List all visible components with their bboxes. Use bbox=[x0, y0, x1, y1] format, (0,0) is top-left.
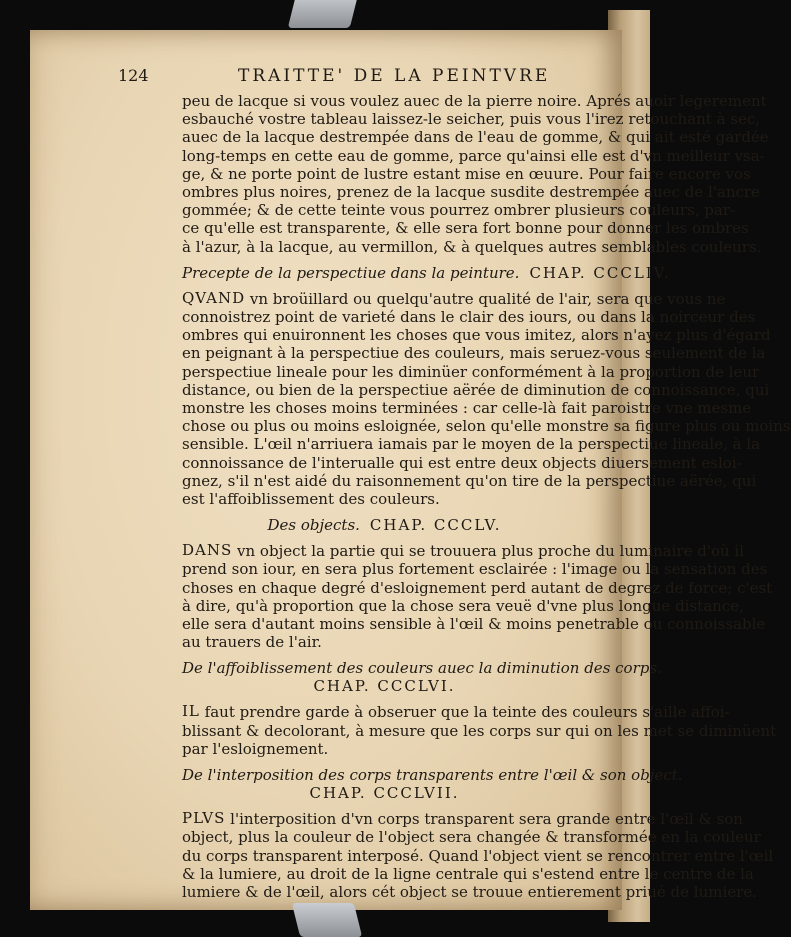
running-title: TRAITTE' DE LA PEINTVRE bbox=[238, 66, 551, 86]
chapter-title: Precepte de la perspectiue dans la peinture. bbox=[182, 263, 520, 282]
text-line-content: ombres plus noires, prenez de la lacque susdite destrempée auec de l'ancre bbox=[182, 183, 760, 202]
text-line-content: vn object la partie qui se trouuera plus proche du luminaire d'où il bbox=[232, 542, 745, 561]
text-line-content: perspectiue lineale pour les diminüer conformément à la proportion de leur bbox=[182, 362, 760, 381]
text-line bbox=[182, 596, 744, 615]
text-line-content: ge, & ne porte point de lustre estant mise en œuure. Pour faire encore vos bbox=[182, 164, 751, 183]
text-line-content: esbauché vostre tableau laissez-le seicher, puis vous l'irez retouchant à sec, bbox=[182, 110, 761, 129]
text-line-content: long-temps en cette eau de gomme, parce qu'ainsi elle est d'vn meilleur vsa- bbox=[182, 146, 765, 165]
text-line-content: monstre les choses moins terminées : car celle-là fait paroistre vne mesme bbox=[182, 399, 752, 418]
text-line bbox=[182, 541, 745, 561]
text-line bbox=[182, 219, 749, 238]
text-line bbox=[182, 237, 762, 256]
text-line-content: par l'esloignement. bbox=[182, 739, 329, 758]
text-line-content: à dire, qu'à proportion que la chose sera veuë d'vne plus longue distance, bbox=[182, 596, 744, 615]
text-line bbox=[182, 380, 770, 399]
text-line-content: auec de la lacque destrempée dans de l'eau de gomme, & qui ait esté gardée bbox=[182, 128, 769, 147]
text-line bbox=[182, 146, 765, 165]
text-line bbox=[182, 288, 726, 308]
text-line-content: peu de lacque si vous voulez auec de la pierre noire. Aprés auoir legerement bbox=[182, 92, 767, 110]
text-line bbox=[182, 201, 736, 220]
text-line-content: distance, ou bien de la perspectiue aërée de diminution de connoissance, qui bbox=[182, 380, 770, 399]
text-line-content: blissant & decolorant, à mesure que les corps sur qui on les met se diminüent bbox=[182, 721, 777, 740]
chapter-title: Des objects. bbox=[267, 516, 360, 535]
text-line bbox=[182, 702, 730, 722]
text-line bbox=[182, 615, 766, 634]
text-line-content: ombres qui enuironnent les choses que vous imitez, alors n'ayez plus d'égard bbox=[182, 326, 771, 345]
text-line bbox=[182, 560, 768, 579]
text-line bbox=[182, 92, 767, 110]
text-line bbox=[182, 362, 760, 381]
chapter-title: De l'affoiblissement des couleurs auec la diminution des corps. bbox=[182, 659, 662, 678]
text-line-content: gnez, s'il n'est aidé du raisonnement qu'on tire de la perspectiue aërée, qui bbox=[182, 471, 757, 490]
text-line bbox=[182, 128, 769, 147]
text-line bbox=[182, 721, 777, 740]
text-line bbox=[182, 471, 757, 490]
text-line bbox=[182, 308, 756, 327]
text-line bbox=[182, 846, 774, 865]
paragraph bbox=[182, 288, 791, 509]
chapter-heading bbox=[182, 516, 587, 534]
text-line bbox=[182, 828, 761, 847]
chapter-heading bbox=[182, 766, 683, 803]
text-line bbox=[182, 633, 587, 651]
text-line-content: sensible. L'œil n'arriuera iamais par le moyen de la perspectiue lineale, à la bbox=[182, 435, 761, 454]
text-line-content: object, plus la couleur de l'object sera changée & transformée en la couleur bbox=[182, 828, 761, 847]
chapter-title: De l'interposition des corps transparents entre l'œil & son object. bbox=[182, 766, 683, 785]
lead-word: DANS bbox=[182, 541, 233, 560]
lead-word: IL bbox=[182, 702, 200, 721]
text-line bbox=[182, 435, 761, 454]
chapter-number: CHAP. CCCLVII. bbox=[309, 784, 460, 803]
text-line bbox=[182, 864, 754, 883]
text-line-content: à l'azur, à la lacque, au vermillon, & à quelques autres semblables couleurs. bbox=[182, 237, 762, 256]
text-line bbox=[182, 164, 751, 183]
chapter-number: CHAP. CCCLVI. bbox=[313, 677, 456, 696]
page-number: 124 bbox=[118, 66, 149, 85]
paragraph bbox=[182, 702, 777, 758]
text-line-content: choses en chaque degré d'esloignement perd autant de degrez de force; c'est bbox=[182, 578, 773, 597]
text-line-content: lumiere & de l'œil, alors cét object se trouue entierement priué de lumiere. bbox=[182, 882, 757, 901]
text-line bbox=[182, 882, 757, 901]
text-line-content: ce qu'elle est transparente, & elle sera fort bonne pour donner les ombres bbox=[182, 219, 749, 238]
chapter-heading bbox=[182, 263, 671, 282]
text-line bbox=[182, 399, 752, 418]
chapter-number: CHAP. CCCLV. bbox=[369, 516, 502, 535]
text-line bbox=[182, 453, 742, 472]
text-line bbox=[182, 809, 743, 829]
running-head bbox=[118, 66, 588, 88]
text-line bbox=[182, 326, 771, 345]
lead-word: QVAND bbox=[182, 288, 246, 307]
text-line bbox=[182, 183, 760, 202]
text-line-content: faut prendre garde à obseruer que la teinte des couleurs s'aille affoi- bbox=[199, 703, 730, 722]
text-line bbox=[182, 490, 587, 508]
text-line bbox=[182, 578, 773, 597]
text-line-content: au trauers de l'air. bbox=[182, 633, 322, 652]
text-line-content: prend son iour, en sera plus fortement esclairée : l'image ou la sensation des bbox=[182, 560, 768, 579]
paragraph bbox=[182, 92, 769, 256]
text-line-content: & la lumiere, au droit de la ligne centrale qui s'estend entre le centre de la bbox=[182, 864, 754, 883]
text-line-content: du corps transparent interposé. Quand l'object vient se rencontrer entre l'œil bbox=[182, 846, 774, 865]
paragraph bbox=[182, 809, 774, 901]
chapter-number: CHAP. CCCLIV. bbox=[529, 263, 671, 282]
text-line-content: en peignant à la perspectiue des couleurs, mais seruez-vous seulement de la bbox=[182, 344, 766, 363]
text-line-content: elle sera d'autant moins sensible à l'œil & moins penetrable ou connoissable bbox=[182, 615, 766, 634]
text-line-content: connoissance de l'interualle qui est entre deux objects diuersement esloi- bbox=[182, 453, 742, 472]
paragraph bbox=[182, 541, 773, 652]
book-page bbox=[30, 30, 791, 910]
chapter-heading bbox=[182, 659, 662, 696]
text-line-content: l'interposition d'vn corps transparent sera grande entre l'œil & son bbox=[225, 810, 743, 829]
lead-word: PLVS bbox=[182, 809, 226, 828]
text-line-content: vn broüillard ou quelqu'autre qualité de l'air, sera que vous ne bbox=[245, 289, 726, 308]
scanner-clip-bottom bbox=[292, 903, 362, 937]
text-line-content: gommée; & de cette teinte vous pourrez ombrer plusieurs couleurs, par- bbox=[182, 201, 736, 220]
text-block bbox=[182, 92, 791, 901]
text-line bbox=[182, 344, 766, 363]
text-line-content: connoistrez point de varieté dans le clair des iours, ou dans la noirceur des bbox=[182, 308, 756, 327]
scanner-clip-top bbox=[288, 0, 358, 28]
text-line-content: est l'affoiblissement des couleurs. bbox=[182, 490, 440, 509]
text-line bbox=[182, 110, 761, 129]
text-line bbox=[182, 740, 587, 758]
text-line-content: chose ou plus ou moins esloignée, selon qu'elle monstre sa figure plus ou moins bbox=[182, 417, 791, 436]
text-line bbox=[182, 417, 791, 436]
